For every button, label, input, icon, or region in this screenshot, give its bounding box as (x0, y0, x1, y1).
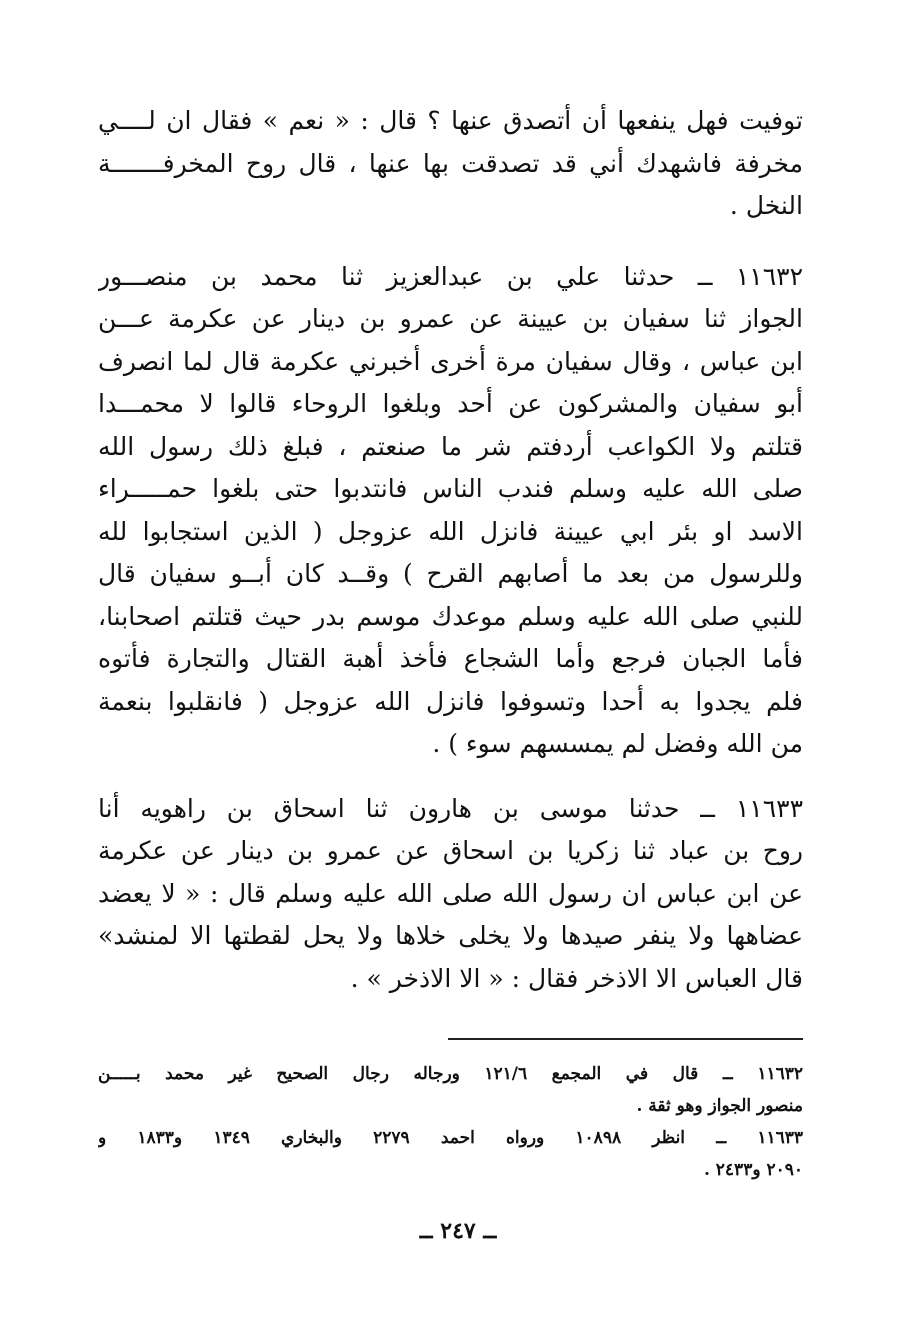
paragraph-hadith-11633 (98, 788, 803, 1001)
text-line: الجواز ثنا سفيان بن عيينة عن عمرو بن دينار عن عكرمة عـــن (98, 304, 803, 333)
text-line: الاسد او بئر ابي عيينة فانزل الله عزوجل ( الذين استجابوا لله (98, 516, 803, 546)
text-line: عن ابن عباس ان رسول الله صلى الله عليه وسلم قال : « لا يعضد (98, 878, 803, 908)
text-line: مخرفة فاشهدك أني قد تصدقت بها عنها ، قال روح المخرفـــــــة (98, 148, 803, 178)
footnote-line: ١١٦٣٢ ــ قال في المجمع ١٢١/٦ ورجاله رجال الصحيح غير محمد بـــــن (98, 1064, 803, 1084)
text-line: روح بن عباد ثنا زكريا بن اسحاق عن عمرو بن دينار عن عكرمة (98, 836, 803, 865)
text-line: من الله وفضل لم يمسسهم سوء ) . (432, 729, 803, 758)
text-line: النخل . (729, 191, 803, 220)
text-line: أبو سفيان والمشركون عن أحد وبلغوا الروحاء قالوا لا محمـــدا (98, 389, 803, 418)
paragraph-continuation (98, 100, 803, 228)
text-line: قال العباس الا الاذخر فقال : « الا الاذخر » . (350, 963, 803, 993)
text-line: فأما الجبان فرجع وأما الشجاع فأخذ أهبة القتال والتجارة فأتوه (98, 644, 803, 673)
text-line: توفيت فهل ينفعها أن أتصدق عنها ؟ قال : « نعم » فقال ان لــــي (98, 106, 803, 135)
text-line: عضاهها ولا ينفر صيدها ولا يخلى خلاها ولا يحل لقطتها الا لمنشد» (98, 921, 803, 950)
text-line: وللرسول من بعد ما أصابهم القرح ) وقــد كان أبــو سفيان قال (98, 559, 803, 588)
text-line: صلى الله عليه وسلم فندب الناس فانتدبوا حتى بلغوا حمـــــراء (98, 474, 803, 503)
text-line: ١١٦٣٣ ــ حدثنا موسى بن هارون ثنا اسحاق بن راهويه أنا (98, 793, 803, 823)
page-number: ــ ٢٤٧ ــ (419, 1218, 497, 1244)
text-line: فلم يجدوا به أحدا وتسوفوا فانزل الله عزوجل ( فانقلبوا بنعمة (98, 686, 803, 716)
footnotes (98, 1058, 803, 1186)
text-line: ١١٦٣٢ ــ حدثنا علي بن عبدالعزيز ثنا محمد بن منصـــور (98, 261, 803, 291)
paragraph-hadith-11632 (98, 256, 803, 766)
text-line: ابن عباس ، وقال سفيان مرة أخرى أخبرني عكرمة قال لما انصرف (98, 346, 803, 376)
text-line: قتلتم ولا الكواعب أردفتم شر ما صنعتم ، فبلغ ذلك رسول الله (98, 431, 803, 461)
text-line: للنبي صلى الله عليه وسلم موعدك موسم بدر حيث قتلتم اصحابنا، (98, 601, 803, 631)
footnote-line: ٢٠٩٠ و٢٤٣٣ . (703, 1160, 803, 1180)
footnote-line: منصور الجواز وهو ثقة . (636, 1096, 803, 1116)
footnote-line: ١١٦٣٣ ــ انظر ١٠٨٩٨ ورواه احمد ٢٢٧٩ والبخاري ١٣٤٩ و١٨٣٣ و (98, 1128, 803, 1148)
footnote-divider (448, 1038, 803, 1040)
page-body (98, 100, 803, 1000)
